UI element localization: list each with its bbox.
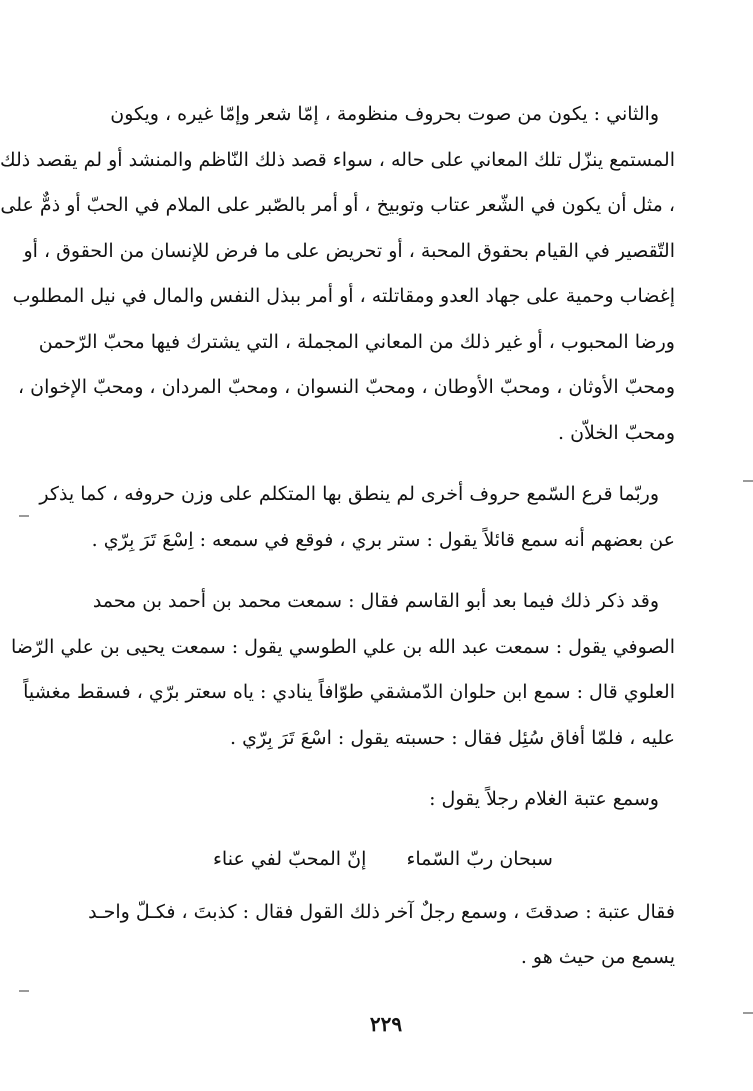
verse-second-hemistich: إنّ المحبّ لفي عناء	[213, 847, 367, 870]
margin-tick-mark	[19, 515, 29, 517]
text-line: عن بعضهم أنه سمع قائلاً يقول : ستر بري ، فوقع في سمعه : اِسْعَ تَرَ بِرّي .	[91, 528, 675, 551]
text-line: إغضاب وحمية على جهاد العدو ومقاتلته ، أو أمر ببذل النفس والمال في نيل المطلوب	[12, 285, 675, 307]
text-line: المستمع ينزّل تلك المعاني على حاله ، سواء قصد ذلك النّاظم والمنشد أو لم يقصد ذلك	[0, 148, 675, 171]
page-body	[0, 92, 675, 981]
text-line: والثاني : يكون من صوت بحروف منظومة ، إمّا شعر وإمّا غيره ، ويكون	[110, 103, 659, 125]
paragraph-responses	[88, 890, 675, 981]
paragraph-narration	[10, 579, 675, 761]
text-line: ومحبّ الأوثان ، ومحبّ الأوطان ، ومحبّ النسوان ، ومحبّ المردان ، ومحبّ الإخوان ،	[18, 376, 675, 398]
text-line: فقال عتبة : صدقتَ ، وسمع رجلٌ آخر ذلك القول فقال : كذبتَ ، فكـلّ واحـد	[88, 900, 675, 923]
text-line: العلوي قال : سمع ابن حلوان الدّمشقي طوّافاً ينادي : ياه سعتر برّي ، فسقط مغشياً	[23, 681, 675, 703]
paragraph-misheard-letters	[39, 472, 675, 563]
paragraph-second-type	[0, 92, 675, 456]
text-line: يسمع من حيث هو .	[520, 946, 675, 968]
text-line: ورضا المحبوب ، أو غير ذلك من المعاني المجملة ، التي يشترك فيها محبّ الرّحمن	[38, 330, 675, 353]
paragraph-utba-intro	[91, 777, 675, 823]
margin-tick-mark	[743, 1012, 753, 1014]
margin-tick-mark	[19, 990, 29, 992]
page-number: ٢٢٩	[369, 1012, 403, 1036]
text-line: وربّما قرع السّمع حروف أخرى لم ينطق بها المتكلم على وزن حروفه ، كما يذكر	[39, 483, 659, 505]
text-line: وقد ذكر ذلك فيما بعد أبو القاسم فقال : سمعت محمد بن أحمد بن محمد	[92, 590, 659, 612]
text-line: ، مثل أن يكون في الشّعر عتاب وتوبيخ ، أو أمر بالصّبر على الملام في الحبّ أو ذمٌّ على	[0, 194, 675, 216]
text-line: عليه ، فلمّا أفاق سُئِل فقال : حسبته يقول : اسْعَ تَرَ بِرّي .	[230, 726, 675, 749]
poetry-verse	[91, 837, 675, 882]
margin-tick-mark	[743, 480, 753, 482]
text-line: الصوفي يقول : سمعت عبد الله بن علي الطوسي يقول : سمعت يحيى بن علي الرّضا	[10, 635, 675, 658]
text-line: وسمع عتبة الغلام رجلاً يقول :	[429, 788, 659, 810]
text-line: التّقصير في القيام بحقوق المحبة ، أو تحريض على ما فرض للإنسان من الحقوق ، أو	[23, 239, 675, 262]
verse-first-hemistich: سبحان ربّ السّماء	[406, 847, 553, 870]
text-line: ومحبّ الخلاّن .	[557, 421, 675, 444]
